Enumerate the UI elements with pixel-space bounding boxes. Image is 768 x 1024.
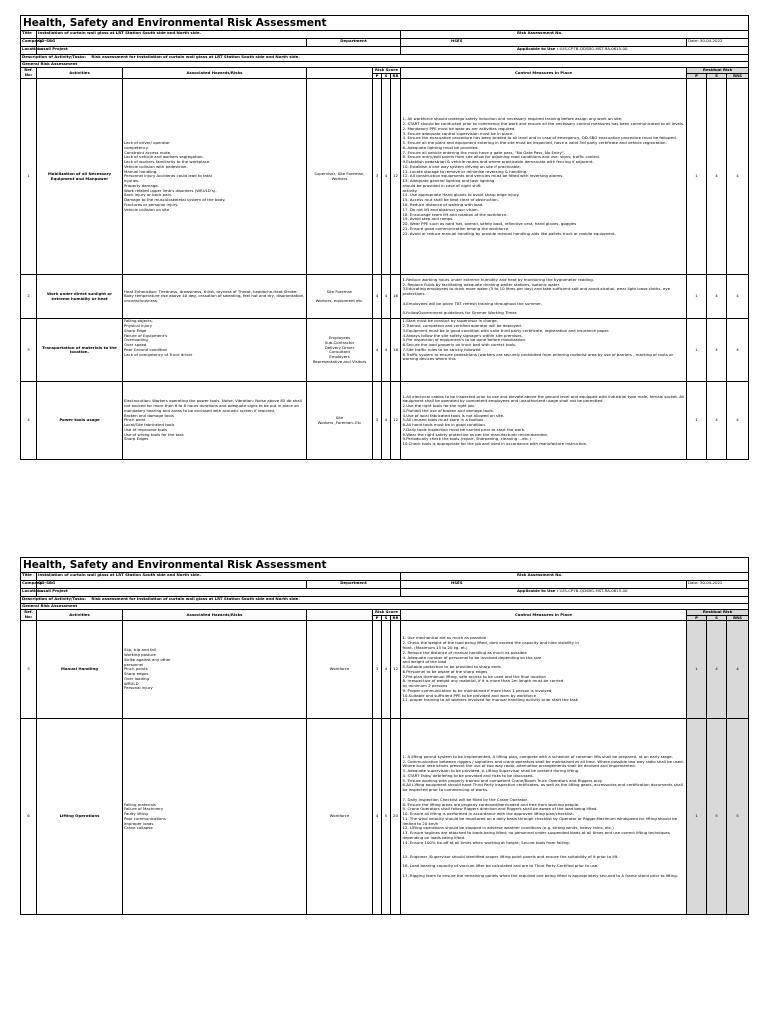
hazards-cell: Falling objects. Physical injury Sharp Edge Failure of Equipment's Overloading Over speed Poor Ground condition Lack of competency of Truck driver [123,319,307,382]
col-residual: Residual Risk [687,67,749,73]
residual-p-cell: 1 [687,382,707,460]
table-row [21,621,749,719]
table-row [21,719,749,915]
ref-cell: 3 [21,319,37,382]
title-value: Installation of curtain wall glass at LRT Station South side and North side. [37,573,401,581]
location-label: Location: [21,47,37,55]
residual-p-cell: 1 [687,79,707,275]
residual-p-cell: 1 [687,319,707,382]
description-label: Description of Activity/Tasks: [22,54,86,59]
risk-assessment-no-label: Risk Assessment No. [401,31,749,39]
residual-s-cell: 4 [707,275,727,319]
controls-cell: 1.Reduce working hours under extreme humidity and heat by monitoring the hygrometer reading. 2. Replace fluids by facilitating adequate drinking waiter stations, isotonic water. 3.Educating employees to drink more water (5 to 10 litres per day) and take sufficient salt and avoid alcohol, wear light loose cloths, eye protections. 4.Employees will be given TBT refresh training throughout the summer. 5.FollowGovernment guidelines for Simmer Working Times [401,275,687,319]
controls-cell: 1.All electrical cables to be inspected prior to use and elevate above the ground level and equipped with industrial type male, female socket. All equipment shall be operated by competent employees and unauthorized usage shall not be permitted 2.Use the right tools for the right job. 3.Prohibit the use of broken and damage tools. 4.Use of local fabricated tools is not allowed on site. 5.All unused tools must store in a toolbox. 6.All hand tools must be in good condition. 7.Daily tools inspection must be carried prior to start the work. 8.Wear the right safety protective as per the manufacturer recommended. 9.Periodically check the tools (repair, Sharpening, cleaning ...etc.) 10.Check tools is appropriate for the job and used in accordance with manufacture instruction. [401,382,687,460]
col-residual-p: P [687,73,707,79]
description-label: Description of Activity/Tasks: [22,596,86,601]
department-label: Department [307,39,401,47]
col-ref: Ref. No: [21,67,37,79]
activity-cell: Lifting Operations [37,719,123,915]
location-value: Lusail Project [37,47,401,55]
description-value: Risk assessment for Installation of curtain wall glass at LRT Station South side and North side. [91,596,300,601]
residual-rrs-cell: 4 [727,275,749,319]
sheet-title: Health, Safety and Environmental Risk Assessment [21,558,749,573]
col-p: P [373,615,382,621]
residual-p-cell: 1 [687,719,707,915]
ref-cell: 6 [21,719,37,915]
col-residual-rrs: RRS [727,73,749,79]
date-label: Date: 30-04-2022 [687,39,749,47]
risk-assessment-no-label: Risk Assessment No. [401,573,749,581]
col-controls: Control Measures in Place [401,609,687,621]
s-cell: 4 [382,319,391,382]
residual-s-cell: 4 [707,382,727,460]
col-residual-rrs: RRS [727,615,749,621]
description-value: Risk assessment for Installation of curtain wall glass at LRT Station South side and North side. [91,54,300,59]
p-cell: 3 [373,382,382,460]
residual-rrs-cell: 5 [727,719,749,915]
hazards-cell: Electrocution: Workers operating the power tools. Noise, Vibration: Noise above 85 db shall not exceed for more than 6 to 8 hours durations and adequate signs to be put in place on mandatory hearing and areas to be enclosed with acoustic screen if required. Broken and damage tools Pinch point Local/Site fabricated tools Use of improvise tools Use of wrong tools for the task Sharp Edges [123,382,307,460]
p-cell: 4 [373,719,382,915]
col-residual-s: S [707,615,727,621]
activity-cell: Transportation of materials to the location. [37,319,123,382]
col-activities: Activities [37,609,123,621]
col-rr: RR [392,614,399,620]
general-risk-label: General Risk Assessment [21,62,749,68]
table-row [21,275,749,319]
hazards-cell: Falling materials Failure of Machinery Faulty lifting Poor communications Improper loads Crane collapse [123,719,307,915]
department-value: HSES [401,581,687,589]
p-cell: 4 [373,319,382,382]
residual-p-cell: 1 [687,275,707,319]
risk-assessment-sheet-2 [20,557,748,915]
activity-cell: Mobilization of all Necessary Equipment and Manpower [37,79,123,275]
title-label: Title [21,31,37,39]
col-risk-score: Risk Score [373,67,401,73]
sheet-title: Health, Safety and Environmental Risk Assessment [21,16,749,31]
residual-rrs-cell: 4 [727,79,749,275]
table-row [21,79,749,275]
activity-cell: Work under direct sunlight or extreme humidity or heat [37,275,123,319]
col-s: S [382,73,391,79]
col-residual-p: P [687,615,707,621]
col-persons [307,609,373,621]
general-risk-label: General Risk Assessment [21,604,749,610]
applicable-label: Applicable to Use : [517,46,559,51]
col-hazards: Associated Hazards/Risks [123,609,307,621]
company-value: QD-SBG [37,581,307,589]
col-risk-score: Risk Score [373,609,401,615]
persons-cell: Workforce [307,621,373,719]
residual-s-cell: 4 [707,319,727,382]
company-value: QD-SBG [37,39,307,47]
persons-cell: Employees Sub-Contractor Delivery Driver Consultant Employers Representative and Visitors [307,319,373,382]
table-row [21,382,749,460]
col-s: S [382,615,391,621]
residual-p-cell: 1 [687,621,707,719]
activity-cell: Manual Handling [37,621,123,719]
s-cell: 5 [382,719,391,915]
location-label: Location: [21,589,37,597]
controls-cell: 1. Use mechanical aid as much as possible 2. Check the weight of the load being lifted, dont exceed the capacity and hide visibility in front. (Maximum 15 to 20 kg. et.) 2. Reduce the distance of manual handling as much as possible 4. Adequate number of personnel to be involved depending on the size and weight of the load 5.Suitable protection to be provided to sharp ends 6.Personnel to be aware of the sharp edges 7.Pre-plan themanual lifting, safe access to be used and the final location 8. Irrespective of weight any material, if it is more than 2m length must be carried by minimum 2 persons 9. Proper communication to be maintained if more than 1 person is involved 10.Suitable and sufficient PPE to be provided and worn by workforce 11. proper training to all workers involved for manual handling activity prior start the task [401,621,687,719]
ref-cell: 2 [21,275,37,319]
table-row [21,319,749,382]
persons-cell: Supervisor, Site Foreman, Workers [307,79,373,275]
col-controls: Control Measures in Place [401,67,687,79]
s-cell: 4 [382,275,391,319]
col-p: P [373,73,382,79]
persons-cell: Site Workers ,Foreman..Etc [307,382,373,460]
hazards-cell: Slip, trip and fall Working posture Strike against any other personnel Pinch points Sharp edges Over loading WRULD Personal injury [123,621,307,719]
department-label: Department [307,581,401,589]
hazards-cell: Heat Exhaustion: Tiredness, drowsiness, thirst, dryness of Throat, headache.Heat Stroke: Body temperature rise above 40 deg, cessation of sweating, feel hot and dry, disorientation, unconsciousness. [123,275,307,319]
residual-rrs-cell: 4 [727,319,749,382]
rr-cell: 12 [391,382,401,460]
residual-rrs-cell: 4 [727,382,749,460]
col-residual-s: S [707,73,727,79]
location-value: Lusail Project [37,589,401,597]
controls-cell: 1. All workforce should undergo safety induction and necessary required training before assign any work on site. 2. START should be conducted prior to commence the work and ensure all the necessary control measures has been communicated to all levels. 2. Mandatory PPE must be wear as per activities required. 3. Ensure adequate control supervision must be in place. 4. Ensure the evacuation procedure has been briefed to all level and in case of emergency, QD-SBG evacuation procedure must be followed. 5. Ensure all the plant and equipment entering in the site must be inspected, have a valid 3rd party certificate and vehicle registration. 6. Adequate lighting must be provided. 7. Ensure all vehicle entering the must have a gate pass, "No Gate Pass, No Entry". 8. Ensure entry/exit points from site allow for adjoining road conditions and use; signs; traffic control. 9.Establish pedestrian & vehicle routes and where practicable demarcate with fencing if adjacent. 10. Establish a one way system driving on site if practicable. 11. Locate storage to remove or minimise reversing & handling. 12. All construction equipments and vehicles must be fitted with reversing alarms. 13. Adequate general lighting and task lighting should be provided in case of night shift activity. 14. Use appropriate Hand gloves to avoid sharp edge injury. 15. Access rout shall be kept clear of obstruction. 16. Reduce distance of walking with load. 17. Do not lift and obstruct your vision. 18. Encourage team lift and rotation of the workforce. 19. Avoid step and ramps. 20. Wear PPE such as hard hat, overall, safety boot, reflective vest, hand gloves, goggles 21. Ensure good communication among the workforce. 22. Avoid or reduce manual handling by provide manual handling aids like pallets truck or mobile equipment. [401,79,687,275]
title-value: Installation of curtain wall glass at LRT Station South side and North side. [37,31,401,39]
rr-cell: 12 [391,79,401,275]
residual-s-cell: 5 [707,719,727,915]
col-persons [307,67,373,79]
s-cell: 4 [382,382,391,460]
risk-assessment-table [20,557,749,915]
col-activities: Activities [37,67,123,79]
col-rr: RR [392,72,399,78]
col-hazards: Associated Hazards/Risks [123,67,307,79]
residual-s-cell: 4 [707,79,727,275]
rr-cell: 20 [391,719,401,915]
date-label: Date: 30-04-2022 [687,581,749,589]
activity-cell: Power tools usage [37,382,123,460]
residual-s-cell: 4 [707,621,727,719]
persons-cell: Workforce [307,719,373,915]
controls-cell: 1.Start must be conduct by supervisor in charge. 2.Trained, competent and certified operator will be deployed. 3.Equipment must be in good condition with valid third party certificate, registration and insurance paper. 4.Always follow the site safety signage's within site premises. 5.Pre inspection of equipment's to be done before mobilization. 6.Secure the load properly on truck bed with correct tools. 7.Site traffic rules to be strictly followed 8.Traffic system to ensure pedestrians (workers are securely prohibited from entering motorist area by use of barriers , marking of routs or warning devices where this [401,319,687,382]
applicable-value: LUS-CP7B-QDSBG-MST-RA-0615-00 [559,588,628,593]
rr-cell: 16 [391,319,401,382]
applicable-label: Applicable to Use : [517,588,559,593]
rr-cell: 12 [391,621,401,719]
ref-cell: 4 [21,382,37,460]
residual-rrs-cell: 4 [727,621,749,719]
col-residual: Residual Risk [687,609,749,615]
col-ref: Ref. No: [21,609,37,621]
ref-cell: 5 [21,621,37,719]
title-label: Title [21,573,37,581]
company-label: Company [21,39,37,47]
risk-assessment-sheet-1 [20,15,748,460]
department-value: HSES [401,39,687,47]
p-cell: 3 [373,621,382,719]
s-cell: 4 [382,79,391,275]
applicable-value: LUS-CP7B-QDSBG-MST-RA-0615-00 [559,46,628,51]
hazards-cell: Lack of driver/ operator competency. Constraint access route. Lack of vehicle and workers segregation. Lack of workers familiarity to the workplace. Vehicle collision with pedestrian. Manual handling. Personnel injury Accidents could lead to fatal injuries. Property damage. Work related upper limb's disorders (WRULD's). Back injury or back pain. Damage to the musculoskeletal system of the body. Fractures or personal injury. Vehicle collision on site [123,79,307,275]
controls-cell: 1. A lifting permit system to be implemented, A lifting plan, complete with a schedule of common lifts shall be prepared, at an early stage. 2. Communication between riggers / signallers and crane operators shall be maintained at all time. Where possible two way radio shall be used. Where local restrictions prevent the use of two way radio, alternative arrangements shall be devised and implemented. 3. Adequate supervision to be provided. A Lifting Supervisor shall be present during lifting. 4. START Talks/ debriefing to be provided and risks to be discussed. 5. Ensure working with properly trained and competent Crane/Boom Truck Operators and Riggers only. 6.All Lifting equipment should have Third Party inspection certificates, as well as the lifting gears, accessories and certification documents shall be inspected prior to commencing of works. 7. Daily Inspection Checklist will be filled by the Crane Operator. 8. Ensure the lifting areas are properly cordoned/barricaded and free from working people. 9. Crane Operators shall follow Riggers direction and Riggers shall be aware of the load being lifted. 10. Ensure all lifting is performed in accordance with the approved lifting plan/checklist. 11. The wind velocity should be monitored on a daily basis through checklist by Operator or Rigger.Maximum windspeed for lifting should be limited to 20 km/h 12. Lifting operations should be stopped in adverse weather conditions (e.g. strong winds, heavy rains, etc.) 13. Ensure taglines are attached to loads being lifted; no personnel under suspended loads at all times and use correct lifting techniques depending on loads being lifted. 14. Ensure 100% tie-off at all times when working at height; Secure tools from falling; 15. Engineer /Supervisor should identified proper lifting point panels and ensure the suitability of it prior to lift. 16. Load bearing capacity of vaccum lifter be calculated and are to Third Party Certified prior to use. 17. Rigging team to ensure the remaining panels when the required one being lifted is appropriately secured to A frame stand prior to lifting. [401,719,687,915]
ref-cell: 1 [21,79,37,275]
p-cell: 3 [373,79,382,275]
p-cell: 4 [373,275,382,319]
risk-assessment-table [20,15,749,460]
rr-cell: 16 [391,275,401,319]
company-label: Company [21,581,37,589]
s-cell: 4 [382,621,391,719]
persons-cell: Site Foreman Workers, equipment etc. [307,275,373,319]
